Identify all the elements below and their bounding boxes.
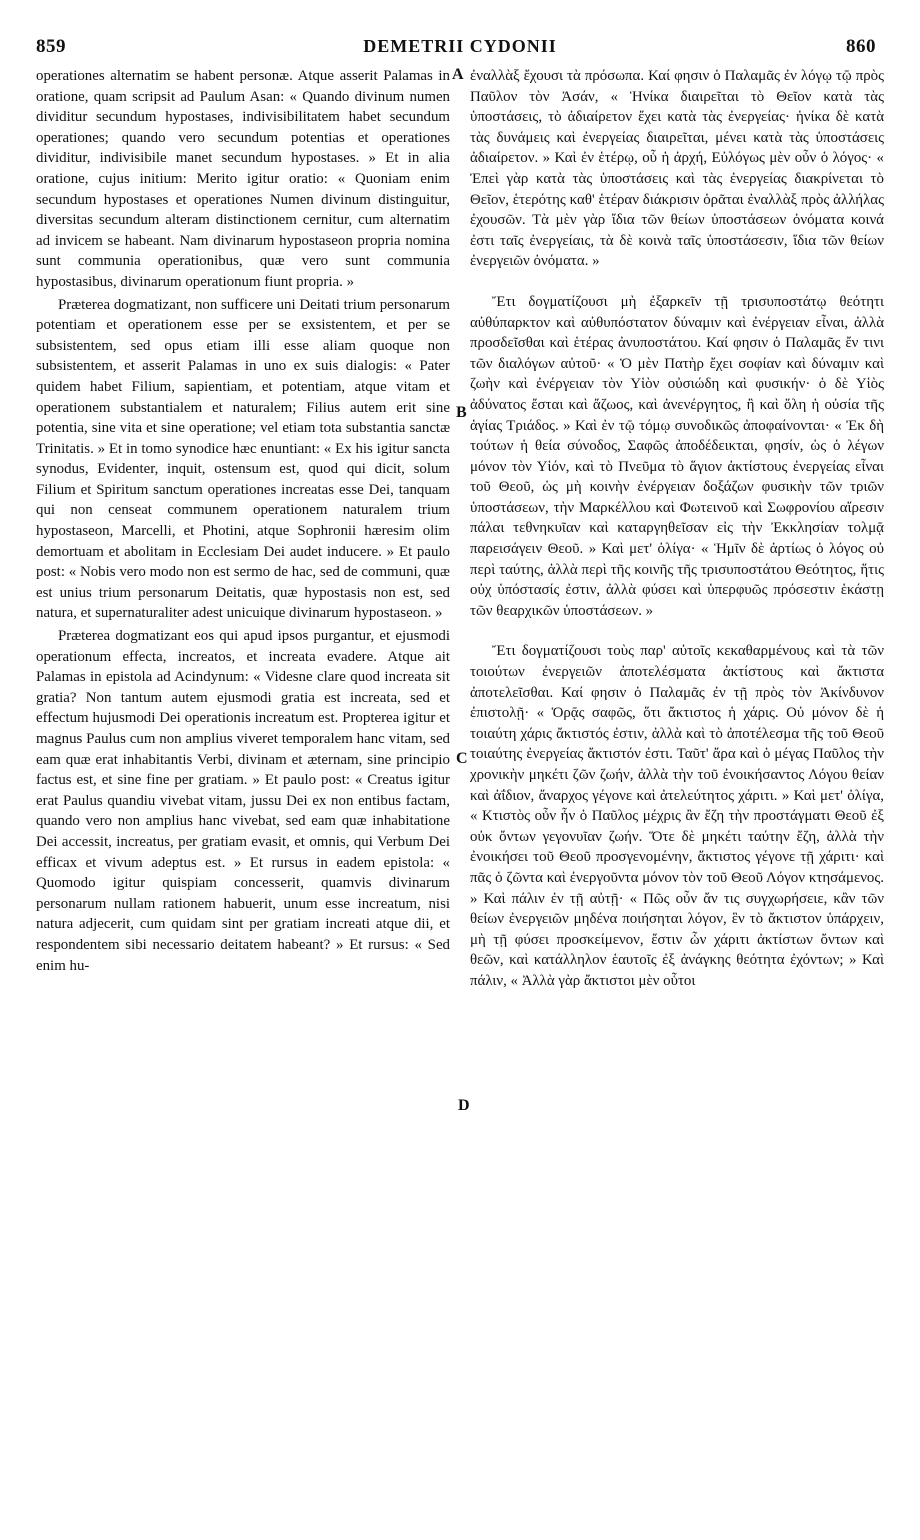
- page-number-right: 860: [846, 36, 876, 57]
- greek-paragraph-3: Ἔτι δογματίζουσι τοὺς παρ' αὐτοῖς κεκαθαρμένους καὶ τὰ τῶν τοιούτων ἐνεργειῶν ἀποτελέσματα ἀκτίστους καὶ ἄκτιστα ἀποτελεῖσθαι. Καί φησιν ὁ Παλαμᾶς ἐν τῇ πρὸς τὸν Ἀκίνδυνον ἐπιστολῇ· « Ὁρᾷς σαφῶς, ὅτι ἄκτιστος ἡ χάρις. Οὐ μόνον δὲ ἡ τοιαύτη χάρις ἄκτιστός ἐστιν, ἀλλὰ καὶ τὸ ἀποτέλεσμα τῆς τοῦ Θεοῦ τοιαύτης ἐνεργείας ἄκτιστόν ἐστι. Ταῦτ' ἄρα καὶ ὁ μέγας Παῦλος τὴν χρονικὴν μηκέτι ζῶν ζωήν, ἀλλὰ τὴν τοῦ ἐνοικήσαντος Λόγου θείαν καὶ ἀΐδιον, ἄναρχος γέγονε καὶ ἀτελεύτητος χάριτι. » Καὶ μετ' ὀλίγα, « Κτιστὸς οὖν ἦν ὁ Παῦλος μέχρις ἂν ἔζη τὴν προστάγματι Θεοῦ ἐξ οὐκ ὄντων γεγονυῖαν ζωήν. Ὅτε δὲ μηκέτι ταύτην ἔζη, ἀλλὰ τὴν ἐνοικήσει τοῦ Θεοῦ προσγενομένην, ἄκτιστος γέγονε τῇ χάριτι· καὶ πᾶς ὁ ζῶντα καὶ ἐνεργοῦντα μόνον τὸν τοῦ Θεοῦ Λόγον κτησάμενος. » Καὶ πάλιν ἐν τῇ αὐτῇ· « Πῶς οὖν ἄν τις συγχωρήσειε, κἂν τῶν θείων ἐνεργειῶν μηδένα ποιήσηται λόγον, ἓν τὸ ἄκτιστον ὑπάρχειν, μὴ τῇ φύσει προσκείμενον, ἔστιν ὧν χάριτι ἀκτίστων ὄντων καὶ θεῶν, καὶ κατάλληλον ἑαυτοῖς ἐξ ἀνάγκης θεότητα ἐχόντων; » Καὶ πάλιν, « Ἀλλὰ γὰρ ἄκτιστοι μὲν οὗτοι: [470, 643, 884, 989]
- margin-letter-b: B: [456, 404, 467, 421]
- page-number-left: 859: [36, 36, 66, 57]
- running-title: DEMETRII CYDONII: [363, 36, 557, 56]
- latin-paragraph-2: Præterea dogmatizant, non sufficere uni Deitati trium personarum potentiam et operationem esse per se exsistentem, et per se subsistentem, sed opus etiam illi esse aliam quoque non subsistentem, et asserit Palamas in uno ex suis dialogis: « Pater quidem habet Filium, sapientiam, et potentiam, atque vitam et operationem substantialem et naturalem; Filius autem erit sine potentia, sine vita et sine operatione; vel etiam tota substantia sanctæ Trinitatis. » Et in tomo synodice hæc enuntiant: « Ex his igitur sancta synodus, Evidenter, inquit, ostensum est, quod qui dicit, solum Filium et Spiritum sanctum operationes increatas esse Dei, tanquam qui non censeat communem operationem naturalem trium hypostaseon, Marcelli, et Photini, atque Sophronii hæresim olim demortuam et abolitam in Ecclesiam Dei audet inducere. » Et paulo post: « Nobis vero modo non est sermo de hac, sed de communi, quæ est unius trium personarum Deitatis, quæ hypostasis non est, sed natura, et supernaturaliter adest unicuique divinarum hypostaseon. »: [36, 296, 450, 622]
- greek-paragraph-1: ἐναλλὰξ ἔχουσι τὰ πρόσωπα. Καί φησιν ὁ Παλαμᾶς ἐν λόγῳ τῷ πρὸς Παῦλον τὸν Ἀσάν, « Ἡνίκα διαιρεῖται τὸ Θεῖον κατὰ τὰς ὑποστάσεις, τὸ ἀδιαίρετον ἔχει κατὰ τὰς ἐνεργείας· ἡνίκα δὲ κατὰ τὰς δυνάμεις καὶ ἐνεργείας διαιρεῖται, μένει κατὰ τὰς ὑποστάσεις ἀδιαίρετον. » Καὶ ἐν ἑτέρῳ, οὗ ἡ ἀρχή, Εὐλόγως μὲν οὖν ὁ λόγος· « Ἐπεὶ γὰρ κατὰ τὰς ὑποστάσεις καὶ τὰς ἐνεργείας διακρίνεται τὸ Θεῖον, ἑτερότης καθ' ἑτέραν διάκρισιν ὁρᾶται ἐναλλὰξ πρὸς ἀλλήλας ἐχουσῶν. Τὰ μὲν γὰρ ἴδια τῶν θείων ὑποστάσεων ὀνόματα κοινά ἐστι ταῖς ἐνεργείαις, τὰ δὲ κοινὰ ταῖς ὑποστάσεσιν, ἴδια τῶν θείων ἐνεργειῶν ὀνόματα. »: [470, 68, 884, 270]
- margin-letter-c: C: [456, 750, 468, 767]
- latin-paragraph-1: operationes alternatim se habent personæ. Atque asserit Palamas in oratione, quam scripsit ad Paulum Asan: « Quando divinum numen dividitur secundum hypostases, indivisibilitatem habet secundum operationes; quando vero secundum potentias et operationes dividitur, indivisibile manet secundum hypostases. » Et in alia oratione, cujus initium: Merito igitur oratio: « Quoniam enim secundum hypostases et operationes Numen divinum distinguitur, diversitas secundum alteram distinctionem cernitur, cum alternatim ad invicem se habeant. Nam divinarum hypostaseon propria nomina sunt communia operationibus, quæ vero sunt communia hypostasibus, divinarum operationum fiunt propria. »: [36, 68, 450, 290]
- margin-letter-a: A: [452, 66, 464, 83]
- running-header: [30, 36, 890, 66]
- greek-paragraph-2: Ἔτι δογματίζουσι μὴ ἐξαρκεῖν τῇ τρισυποστάτῳ θεότητι αὐθύπαρκτον καὶ αὐθυπόστατον δύναμιν καὶ ἐνέργειαν εἶναι, ἀλλὰ προσδεῖσθαι καὶ ἑτέρας ἀνυποστάτου. Καί φησιν ὁ Παλαμᾶς ἔν τινι τῶν διαλόγων αὐτοῦ· « Ὁ μὲν Πατὴρ ἔχει σοφίαν καὶ δύναμιν καὶ ζωὴν καὶ ἐνέργειαν τὸν Υἱὸν οὐσιώδη καὶ φυσικήν· ὁ δὲ Υἱὸς ἀδύνατος ἔσται καὶ ἄζωος, καὶ ἀνενέργητος, ἢ καὶ ὅλη ἡ οὐσία τῆς ἁγίας Τριάδος. » Καὶ ἐν τῷ τόμῳ συνοδικῶς ἀποφαίνονται· « Ἐκ δὴ τούτων ἡ θεία σύνοδος, Σαφῶς ἀποδέδεικται, φησίν, ὡς ὁ λέγων μόνον τὸν Υἱόν, καὶ τὸ Πνεῦμα τὸ ἅγιον ἀκτίστους ἐνεργείας εἶναι τοῦ Θεοῦ, ὡς μὴ κοινὴν ἐνέργειαν δοξάζων φυσικὴν τῶν τριῶν ὑποστάσεων, τὴν Μαρκέλλου καὶ Φωτεινοῦ καὶ Σωφρονίου αἵρεσιν πάλαι τεθνηκυῖαν καὶ καταργηθεῖσαν εἰς τὴν Ἐκκλησίαν τολμᾷ παρεισάγειν Θεοῦ. » Καὶ μετ' ὀλίγα· « Ἡμῖν δὲ ἀρτίως ὁ λόγος οὐ περὶ ταύτης, ἀλλὰ περὶ τῆς κοινῆς τῆς τρισυποστάτου Θεότητος, ἥτις οὐχ ὑπόστασίς ἐστιν, ἀλλὰ φύσει καὶ ὑπερφυῶς πρόσεστιν ἑκάστῃ τῶν θεαρχικῶν ὑποστάσεων. »: [470, 293, 884, 619]
- margin-letter-d: D: [458, 1097, 470, 1114]
- latin-paragraph-3: Præterea dogmatizant eos qui apud ipsos purgantur, et ejusmodi operationum effecta, increatos, et increata evadere. Atque ait Palamas in epistola ad Acindynum: « Videsne clare quod increata sit gratia? Non tantum autem ejusmodi gratia est increata, sed et effectum hujusmodi Dei operationis increatum est. Propterea igitur et magnus Paulus cum non amplius viveret temporalem hanc vitam, sed eam quæ erat inhabitantis Verbi, divinam et æternam, sine principio factus est, et sine fine per gratiam. » Et paulo post: « Creatus igitur erat Paulus quandiu vivebat vitam, jussu Dei ex non entibus factam, quando vero non amplius hanc vivebat, sed eam quæ inhabitatione Dei accessit, increatus, per gratiam evasit, et omnis, qui Verbum Dei efficax et vivum adeptus est. » Et rursus in eadem epistola: « Quomodo igitur quispiam concesserit, quamvis divinarum personarum nullam rationem habuerit, unum esse increatum, nisi natura adjecerit, cum quidam sint per gratiam increati atque dii, et respondentem sibi necessario deitatem habeant? » Et rursus: « Sed enim hu-: [36, 628, 450, 974]
- latin-column: [36, 66, 450, 976]
- greek-column: [470, 66, 884, 992]
